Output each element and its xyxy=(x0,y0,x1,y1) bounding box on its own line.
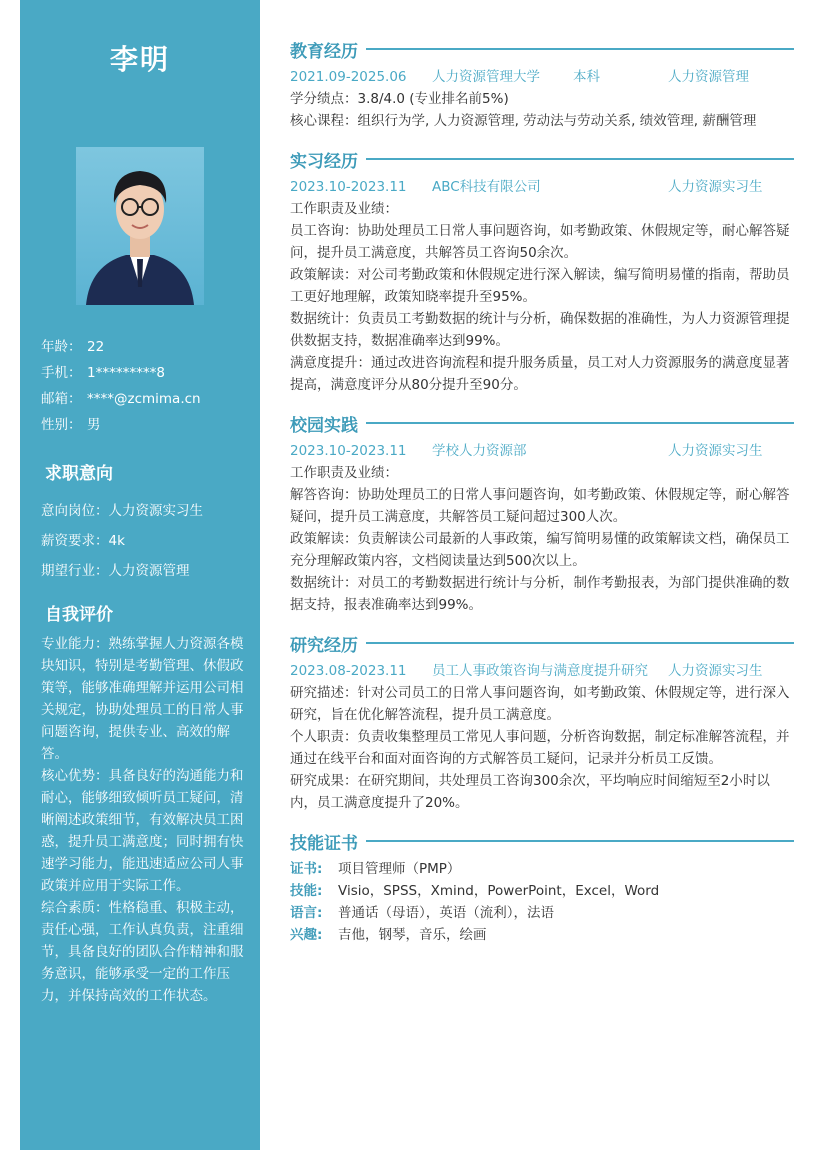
entry-line: 数据统计：对员工的考勤数据进行统计与分析，制作考勤报表，为部门提供准确的数据支持，报表准确率达到99%。 xyxy=(290,575,790,613)
entry-line: 数据统计：负责员工考勤数据的统计与分析，确保数据的准确性，为人力资源管理提供数据支持，数据准确率达到99%。 xyxy=(290,311,790,349)
entry-date: 2021.09-2025.06 xyxy=(290,69,407,85)
section-research xyxy=(290,630,794,814)
sidebar xyxy=(20,0,260,1150)
skill-row: 语言: 普通话（母语），英语（流利），法语 xyxy=(290,905,554,921)
skill-row: 技能: Visio，SPSS，Xmind，PowerPoint，Excel，Word xyxy=(290,883,660,899)
section-title: 校园实践 xyxy=(290,415,358,436)
section-title: 研究经历 xyxy=(290,635,358,656)
entry-header xyxy=(290,660,794,682)
intent-salary: 薪资要求：4k xyxy=(41,533,125,549)
info-gender: 性别： 男 xyxy=(41,417,101,433)
entry-line: 工作职责及业绩： xyxy=(290,465,398,481)
entry-line: 核心课程：组织行为学, 人力资源管理, 劳动法与劳动关系, 绩效管理, 薪酬管理 xyxy=(290,113,757,129)
entry-date: 2023.10-2023.11 xyxy=(290,179,407,195)
entry-line: 学分绩点：3.8/4.0 (专业排名前5%) xyxy=(290,91,509,107)
basic-info xyxy=(41,334,201,438)
section-title: 实习经历 xyxy=(290,151,358,172)
section-education xyxy=(290,36,794,132)
divider xyxy=(366,840,794,842)
divider xyxy=(366,422,794,424)
entry-line: 员工咨询：协助处理员工日常人事问题咨询，如考勤政策、休假规定等，耐心解答疑问，提升员工满意度，共解答员工咨询50余次。 xyxy=(290,223,790,261)
intent-list xyxy=(41,496,203,586)
entry-org: 学校人力资源部 xyxy=(432,443,527,459)
section-title: 教育经历 xyxy=(290,41,358,62)
entry-role: 人力资源实习生 xyxy=(668,443,763,459)
self-item: 专业能力：熟练掌握人力资源各模块知识，特别是考勤管理、休假政策等，能够准确理解并运用公司相关规定，协助处理员工的日常人事问题咨询，提供专业、高效的解答。 xyxy=(41,636,244,762)
section-skills xyxy=(290,828,794,946)
entry-line: 解答咨询：协助处理员工的日常人事问题咨询，如考勤政策、休假规定等，耐心解答疑问，提升员工满意度，共解答员工疑问超过300人次。 xyxy=(290,487,790,525)
entry-header xyxy=(290,440,794,462)
entry-line: 政策解读：负责解读公司最新的人事政策，编写简明易懂的政策解读文档，确保员工充分理解政策内容，文档阅读量达到500次以上。 xyxy=(290,531,790,569)
info-email: 邮箱： ****@zcmima.cn xyxy=(41,391,201,407)
entry-line: 个人职责：负责收集整理员工常见人事问题，分析咨询数据，制定标准解答流程，并通过在线平台和面对面咨询的方式解答员工疑问，记录并分析员工反馈。 xyxy=(290,729,790,767)
main-content xyxy=(290,36,794,960)
intent-position: 意向岗位：人力资源实习生 xyxy=(41,503,203,519)
entry-line: 研究描述：针对公司员工的日常人事问题咨询，如考勤政策、休假规定等，进行深入研究，旨在优化解答流程，提升员工满意度。 xyxy=(290,685,790,723)
entry-degree: 本科 xyxy=(573,69,600,85)
self-evaluation xyxy=(41,633,251,1007)
entry-school: 人力资源管理大学 xyxy=(432,69,540,85)
entry-date: 2023.08-2023.11 xyxy=(290,663,407,679)
divider xyxy=(366,158,794,160)
skill-row: 证书: 项目管理师（PMP） xyxy=(290,861,461,877)
divider xyxy=(366,48,794,50)
info-age: 年龄： 22 xyxy=(41,339,105,355)
entry-line: 满意度提升：通过改进咨询流程和提升服务质量，员工对人力资源服务的满意度显著提高，满意度评分从80分提升至90分。 xyxy=(290,355,790,393)
section-internship xyxy=(290,146,794,396)
divider xyxy=(366,642,794,644)
entry-header xyxy=(290,66,794,88)
intent-heading: 求职意向 xyxy=(45,464,113,484)
entry-org: ABC科技有限公司 xyxy=(432,179,541,195)
entry-project: 员工人事政策咨询与满意度提升研究 xyxy=(432,663,648,679)
entry-role: 人力资源实习生 xyxy=(668,179,763,195)
entry-role: 人力资源实习生 xyxy=(668,663,763,679)
candidate-name: 李明 xyxy=(109,43,170,76)
entry-line: 工作职责及业绩： xyxy=(290,201,398,217)
intent-industry: 期望行业：人力资源管理 xyxy=(41,563,190,579)
entry-line: 研究成果：在研究期间，共处理员工咨询300余次，平均响应时间缩短至2小时以内，员工满意度提升了20%。 xyxy=(290,773,770,811)
profile-photo xyxy=(76,147,204,305)
self-item: 核心优势：具备良好的沟通能力和耐心，能够细致倾听员工疑问，清晰阐述政策细节，有效解决员工困惑，提升员工满意度；同时拥有快速学习能力，能迅速适应公司人事政策并应用于实际工作。 xyxy=(41,768,244,894)
entry-major: 人力资源管理 xyxy=(668,69,749,85)
entry-date: 2023.10-2023.11 xyxy=(290,443,407,459)
entry-line: 政策解读：对公司考勤政策和休假规定进行深入解读，编写简明易懂的指南，帮助员工更好地理解，政策知晓率提升至95%。 xyxy=(290,267,790,305)
section-title: 技能证书 xyxy=(290,833,358,854)
entry-header xyxy=(290,176,794,198)
skill-row: 兴趣: 吉他，钢琴，音乐，绘画 xyxy=(290,927,487,943)
self-item: 综合素质：性格稳重、积极主动，责任心强，工作认真负责，注重细节，具备良好的团队合作精神和服务意识，能够承受一定的工作压力，并保持高效的工作状态。 xyxy=(41,900,244,1004)
section-campus xyxy=(290,410,794,616)
self-heading: 自我评价 xyxy=(45,605,113,625)
info-phone: 手机： 1*********8 xyxy=(41,365,165,381)
